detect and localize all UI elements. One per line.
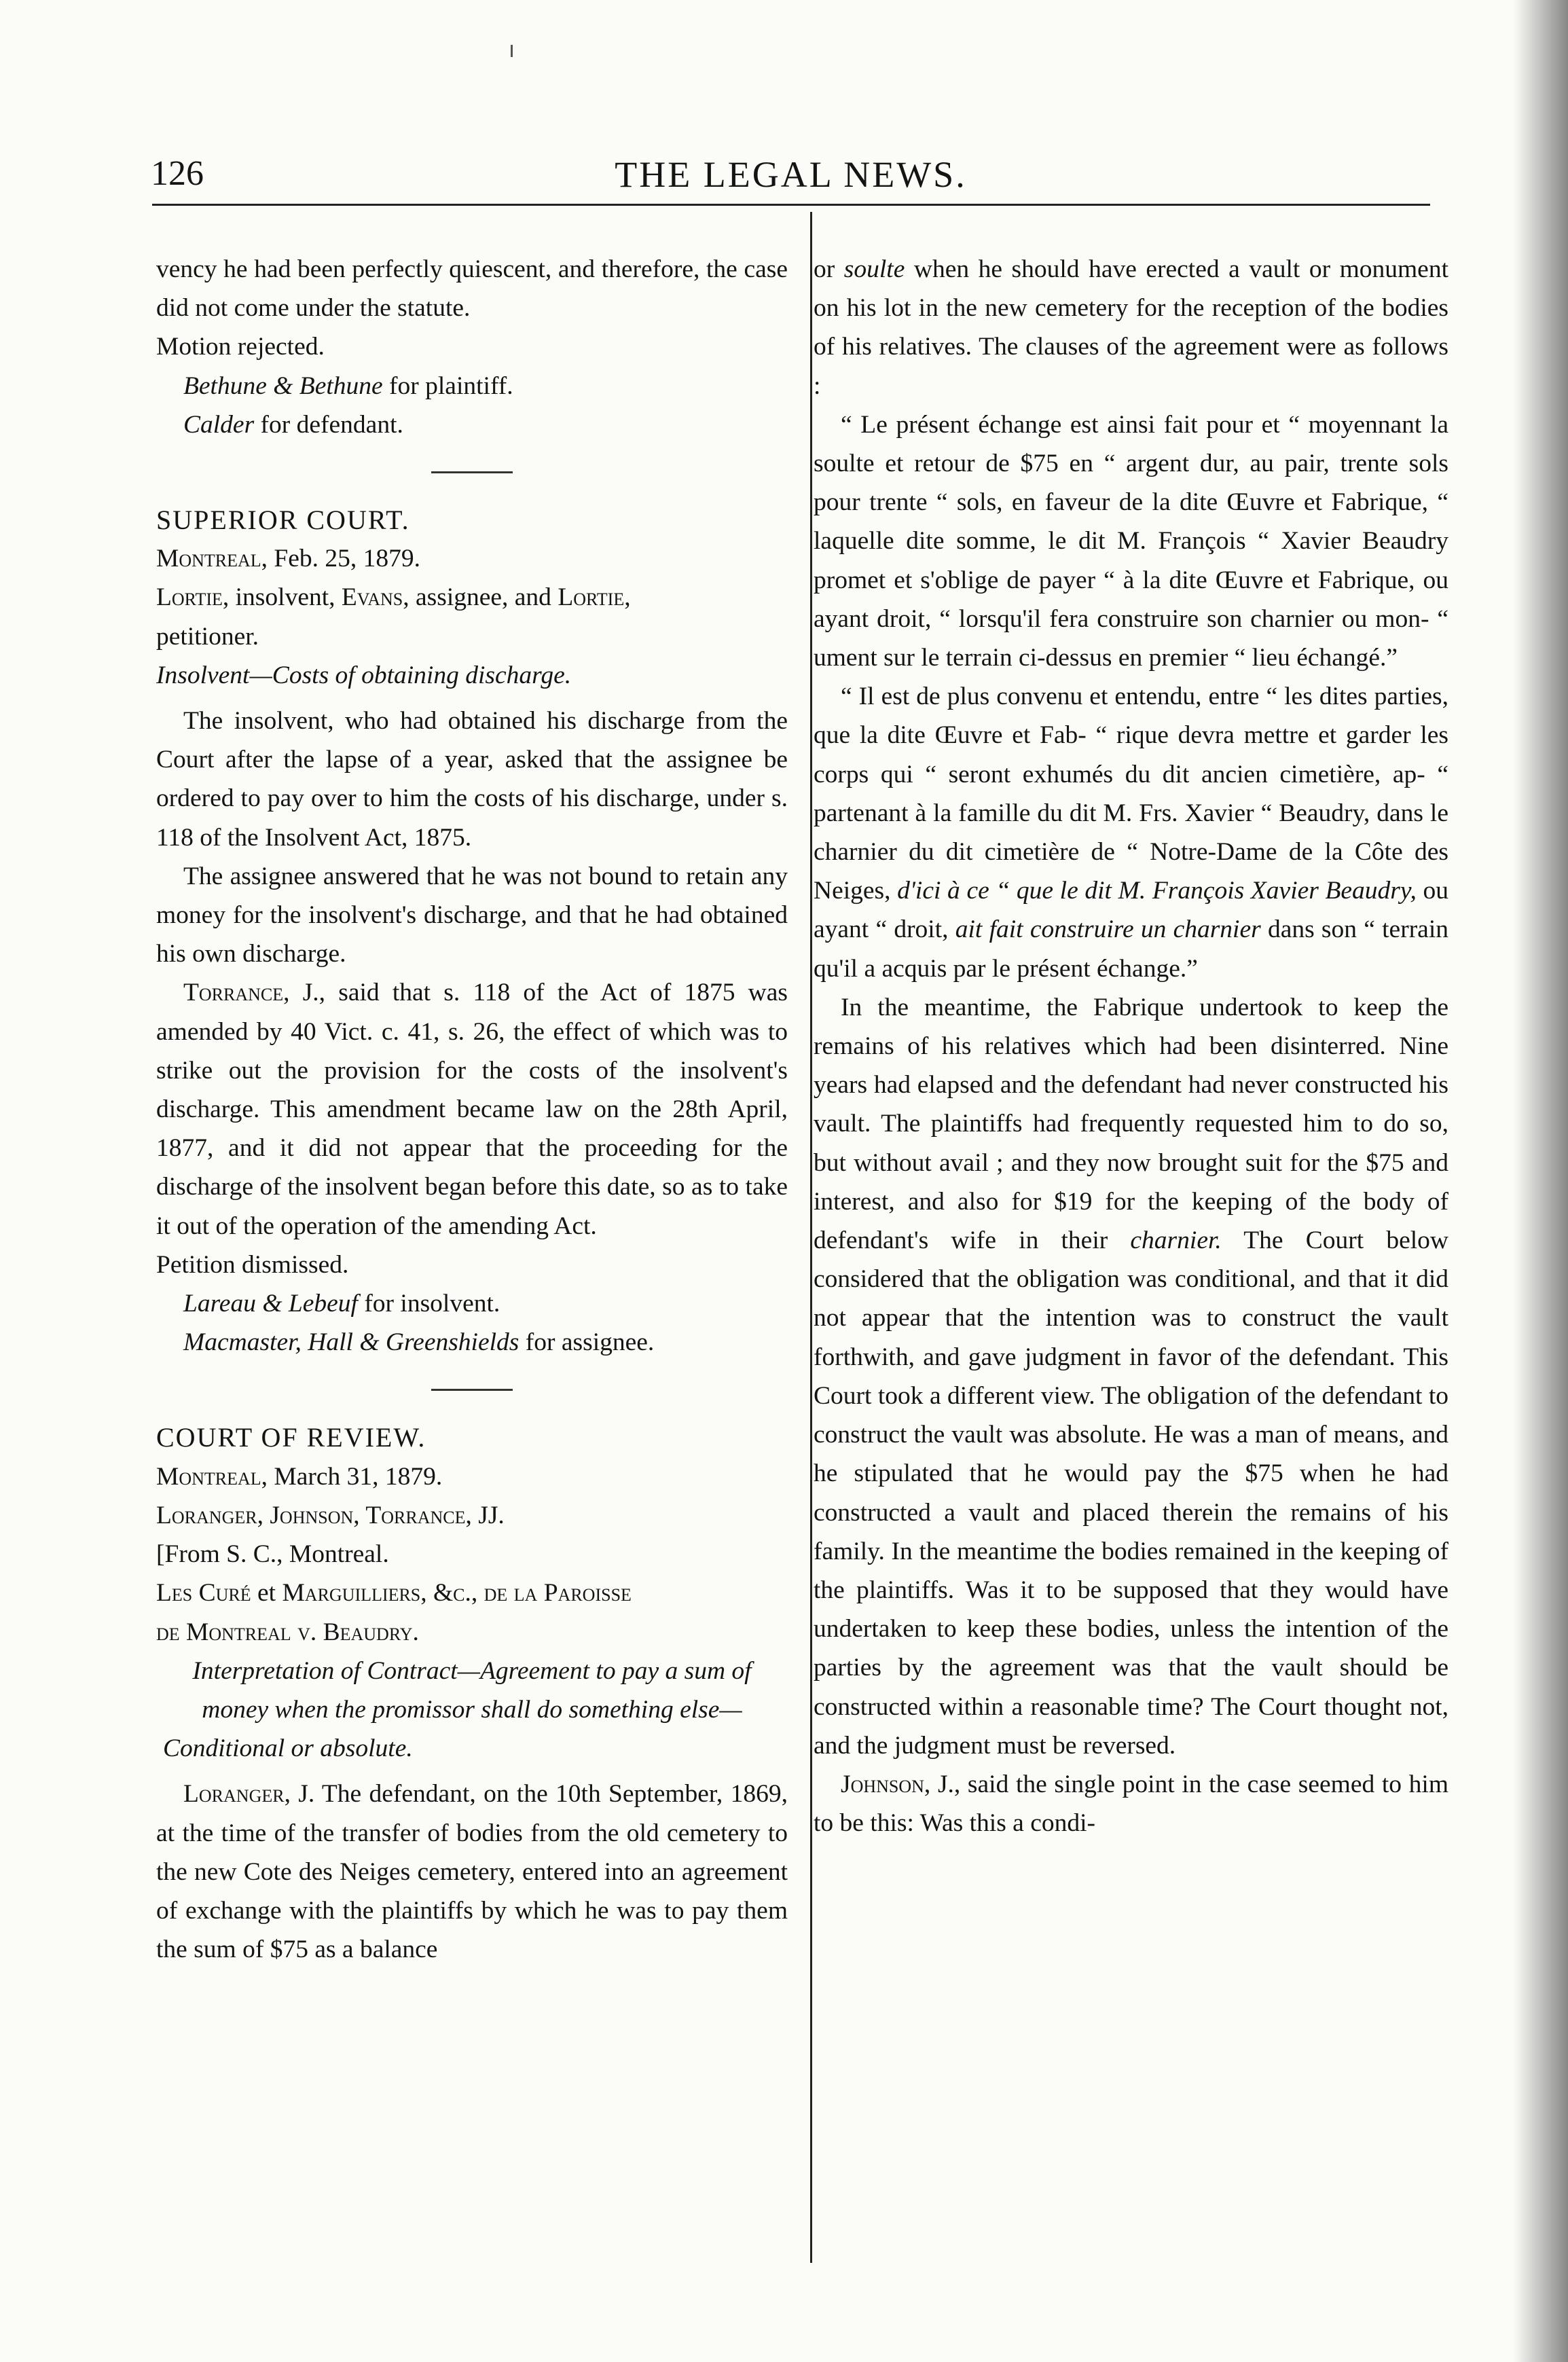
paragraph: or soulte when he should have erected a vault or monument on his lot in the new cemetery for the reception of the bodies of his relatives. The clauses of the agreement were as follows : bbox=[814, 255, 1448, 400]
page-number: 126 bbox=[151, 154, 204, 193]
motion-result: Motion rejected. bbox=[156, 333, 325, 361]
paragraph: Loranger, J. The defendant, on the 10th September, 1869, at the time of the transfer of bodies from the old cemetery to the new Cote des Neiges cemetery, entered into an agreement of exchange with the plaintiffs by which he was to pay them the sum of $75 as a balance bbox=[156, 1780, 788, 1964]
counsel-line: Lareau & Lebeuf for insolvent. bbox=[183, 1290, 500, 1318]
right-column bbox=[814, 250, 1448, 1842]
page-header bbox=[151, 144, 1431, 198]
quoted-clause: “ Il est de plus convenu et entendu, entre “ les dites parties, que la dite Œuvre et Fab- “ rique devra mettre et garder les corps qui “ seront exhumés du dit ancien cimetière, ap- “ partenant à la famille du dit M. Frs. Xavier “ Beaudry, dans le charnier du dit cimetière de “ Notre-Dame de la Côte des Neiges, d'ici à ce “ que le dit M. François Xavier Beaudry, ou ayant “ droit, ait fait construire un charnier dans son “ terrain qu'il a acquis par le présent échange.” bbox=[814, 683, 1449, 983]
dateline: Montreal, March 31, 1879. bbox=[156, 1462, 443, 1491]
paragraph: Torrance, J., said that s. 118 of the Act of 1875 was amended by 40 Vict. c. 41, s. 26, the effect of which was to strike out the provision for the costs of the insolvent's discharge. This amendment became law on the 28th April, 1877, and it did not appear that the proceeding for the discharge of the insolvent began before this date, so as to take it out of the operation of the amending Act. bbox=[156, 979, 788, 1240]
header-rule bbox=[152, 204, 1430, 206]
court-heading: COURT OF REVIEW. bbox=[156, 1422, 426, 1453]
bench: Loranger, Johnson, Torrance, JJ. bbox=[156, 1501, 505, 1529]
counsel-name: Macmaster, Hall & Greenshields bbox=[183, 1328, 519, 1357]
counsel-line: Bethune & Bethune for plaintiff. bbox=[183, 371, 513, 400]
headnote: Insolvent—Costs of obtaining discharge. bbox=[156, 661, 572, 689]
judge-name: Torrance, bbox=[183, 979, 290, 1007]
counsel-name: Lareau & Lebeuf bbox=[183, 1290, 358, 1318]
headnote: Interpretation of Contract—Agreement to pay a sum of money when the promissor shall do something else—Conditional or absolute. bbox=[163, 1656, 752, 1763]
court-origin: [From S. C., Montreal. bbox=[156, 1540, 389, 1569]
section-rule bbox=[431, 471, 513, 473]
paragraph: The insolvent, who had obtained his discharge from the Court after the lapse of a year, asked that the assignee be ordered to pay over to him the costs of his discharge, under s. 118 of the Insolvent Act, 1875. bbox=[156, 707, 788, 852]
case-parties: Les Curé et Marguilliers, &c., de la Paroisse de Montreal v. Beaudry. bbox=[156, 1579, 632, 1646]
paragraph: Johnson, J., said the single point in the case seemed to him to be this: Was this a condi- bbox=[814, 1770, 1448, 1838]
dateline: Montreal, Feb. 25, 1879. bbox=[156, 545, 421, 573]
quoted-clause: “ Le présent échange est ainsi fait pour et “ moyennant la soulte et retour de $75 en “ argent dur, au pair, trente sols pour trente “ sols, en faveur de la dite Œuvre et Fabrique, “ laquelle dite somme, le dit M. François “ Xavier Beaudry promet et s'oblige de payer “ à la dite Œuvre et Fabrique, ou ayant droit, “ lorsqu'il fera construire son charnier ou mon- “ ument sur le terrain ci-dessus en premier “ lieu échangé.” bbox=[814, 410, 1448, 672]
column-divider bbox=[810, 212, 812, 2263]
paragraph: In the meantime, the Fabrique undertook to keep the remains of his relatives which had been disinterred. Nine years had elapsed and the defendant had never constructed his vault. The plaintiffs had frequently requested him to do so, but without avail ; and they now brought suit for the $75 and interest, and also for $19 for the keeping of the body of defendant's wife in their charnier. The Court below considered that the obligation was conditional, and that it did not appear that the intention was to construct the vault forthwith, and gave judgment in favor of the defendant. This Court took a different view. The obligation of the defendant to construct the vault was absolute. He was a man of means, and he stipulated that he would pay the $75 when he had constructed a vault and placed therein the remains of his family. In the meantime the bodies remained in the keeping of the plaintiffs. Was it to be supposed that they would have undertaken to keep these bodies, unless the intention of the parties by the agreement was that the vault should be constructed within a reasonable time? The Court thought not, and the judgment must be reversed. bbox=[814, 993, 1448, 1760]
left-column bbox=[156, 250, 788, 1969]
counsel-line: Calder for defendant. bbox=[183, 410, 403, 439]
paragraph: The assignee answered that he was not bound to retain any money for the insolvent's discharge, and that he had obtained his own discharge. bbox=[156, 862, 788, 968]
paragraph: vency he had been perfectly quiescent, and therefore, the case did not come under the statute. bbox=[156, 255, 788, 323]
counsel-line: Macmaster, Hall & Greenshields for assignee. bbox=[183, 1328, 655, 1357]
judge-name: Loranger, bbox=[183, 1780, 291, 1809]
counsel-name: Calder bbox=[183, 410, 255, 439]
court-heading: SUPERIOR COURT. bbox=[156, 505, 410, 536]
page-mark bbox=[511, 45, 513, 57]
journal-title: THE LEGAL NEWS. bbox=[615, 154, 967, 195]
judge-name: Johnson, bbox=[841, 1770, 931, 1798]
page-edge-shadow bbox=[1514, 0, 1568, 2362]
case-parties: Lortie, insolvent, Evans, assignee, and Lortie, petitioner. bbox=[156, 583, 631, 651]
section-rule bbox=[431, 1389, 513, 1391]
counsel-name: Bethune & Bethune bbox=[183, 371, 383, 400]
petition-result: Petition dismissed. bbox=[156, 1250, 349, 1279]
